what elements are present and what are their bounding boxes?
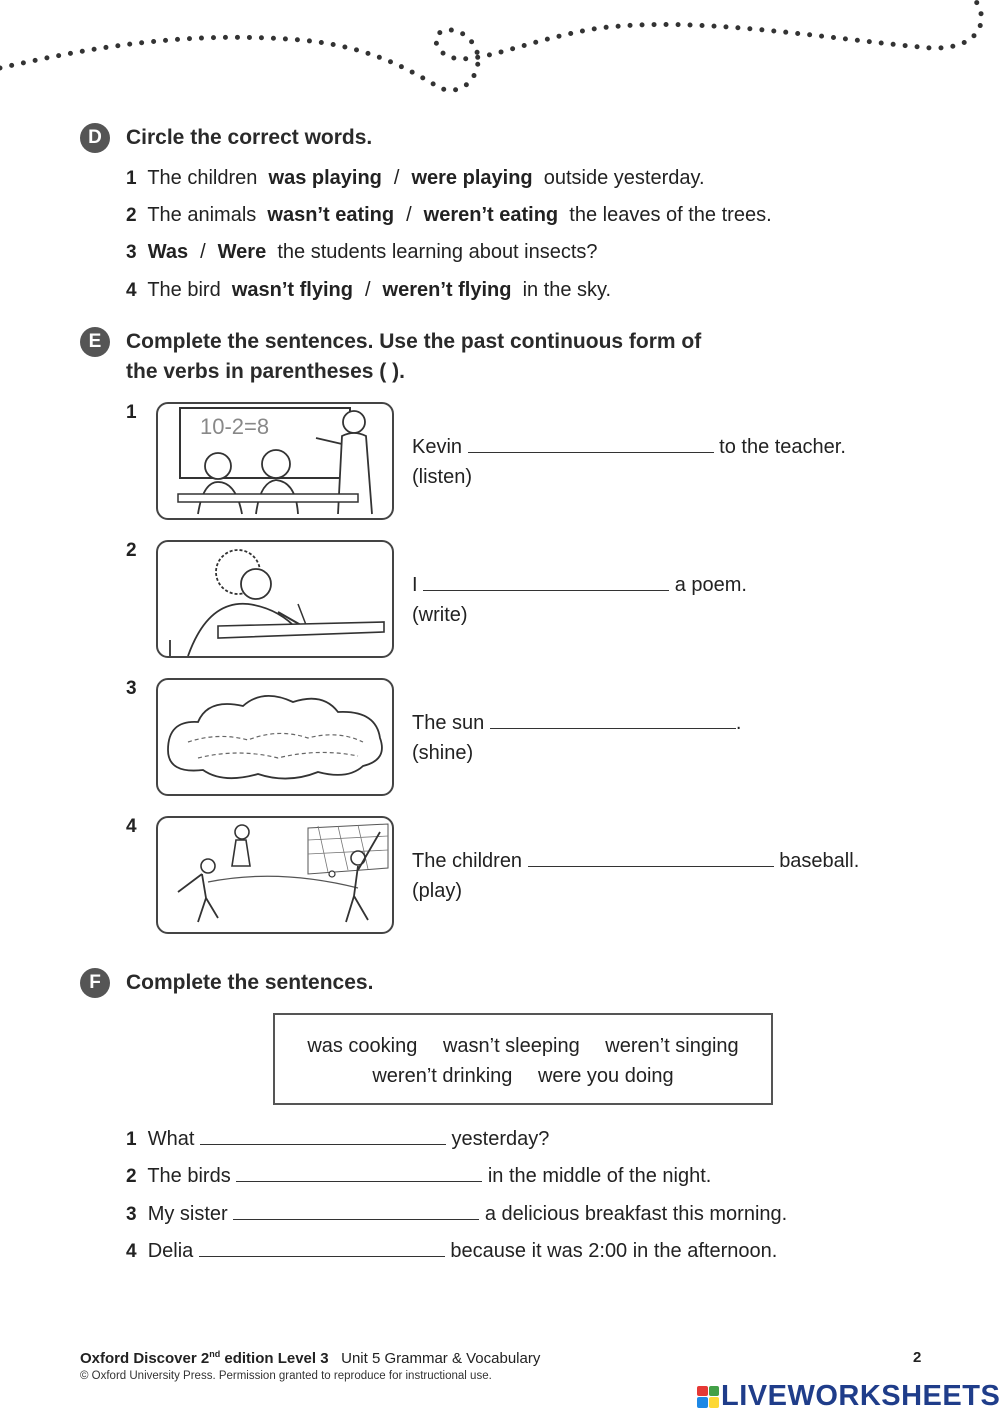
brand-name: LIVEWORKSHEETS [721,1380,1000,1412]
girl-writing-picture [156,540,394,658]
option-was[interactable]: Was [147,241,189,263]
option-wasnt-eating[interactable]: wasn’t eating [267,204,395,226]
option-was-playing[interactable]: was playing [268,167,382,189]
e-verb-3: (shine) [412,742,474,764]
e-num-1: 1 [126,402,137,423]
e-sentence-1: Kevin to the teacher. [412,436,846,458]
e-verb-4: (play) [412,880,463,902]
section-f-title: Complete the sentences. [126,971,374,994]
e-sentence-3: The sun . [412,712,742,734]
option-were[interactable]: Were [217,241,267,263]
clouds-picture [156,678,394,796]
liveworksheets-logo [697,1380,1000,1413]
answer-blank[interactable] [490,710,736,729]
word-bank-item: was cooking [307,1035,418,1057]
answer-blank[interactable] [199,1238,445,1257]
word-bank-item: weren’t singing [605,1035,739,1057]
f-item-4: 4 Delia because it was 2:00 in the afternoon. [126,1240,778,1262]
word-bank-item: wasn’t sleeping [442,1035,580,1057]
answer-blank[interactable] [200,1126,446,1145]
section-e-title-2: the verbs in parentheses ( ). [126,360,405,383]
section-d-title: Circle the correct words. [126,126,373,149]
answer-blank[interactable] [528,848,774,867]
option-were-playing[interactable]: were playing [411,167,533,189]
section-e-badge: E [80,327,110,357]
f-item-1: 1 What yesterday? [126,1128,550,1150]
section-e-title-1: Complete the sentences. Use the past continuous form of [126,330,702,353]
option-wasnt-flying[interactable]: wasn’t flying [231,279,353,301]
e-sentence-2: I a poem. [412,574,747,596]
e-sentence-4: The children baseball. [412,850,860,872]
baseball-picture [156,816,394,934]
answer-blank[interactable] [233,1201,479,1220]
e-num-3: 3 [126,678,137,699]
copyright-notice: © Oxford University Press. Permission granted to reproduce for instructional use. [80,1370,492,1382]
word-bank-item: were you doing [537,1065,674,1087]
logo-grid-icon [697,1386,719,1408]
word-bank [273,1013,773,1105]
word-bank-item: weren’t drinking [372,1065,513,1087]
d-item-1: 1 The children was playing / were playing outside yesterday. [126,167,705,189]
page-number: 2 [913,1349,922,1366]
section-d-badge: D [80,123,110,153]
e-verb-1: (listen) [412,466,473,488]
e-num-2: 2 [126,540,137,561]
d-item-4: 4 The bird wasn’t flying / weren’t flying in the sky. [126,279,612,301]
footer-book-info: Oxford Discover 2nd edition Level 3 Unit 5 Grammar & Vocabulary [80,1349,541,1367]
answer-blank[interactable] [236,1163,482,1182]
option-werent-flying[interactable]: weren’t flying [382,279,512,301]
f-item-2: 2 The birds in the middle of the night. [126,1165,712,1187]
answer-blank[interactable] [423,572,669,591]
d-item-2: 2 The animals wasn’t eating / weren’t eating the leaves of the trees. [126,204,772,226]
d-item-3: 3 Was / Were the students learning about insects? [126,241,598,263]
e-verb-2: (write) [412,604,468,626]
e-num-4: 4 [126,816,137,837]
option-werent-eating[interactable]: weren’t eating [423,204,559,226]
section-f-badge: F [80,968,110,998]
answer-blank[interactable] [468,434,714,453]
classroom-picture [156,402,394,520]
f-item-3: 3 My sister a delicious breakfast this morning. [126,1203,788,1225]
board-equation: 10-2=8 [200,414,270,439]
dotted-decoration [0,0,1000,110]
